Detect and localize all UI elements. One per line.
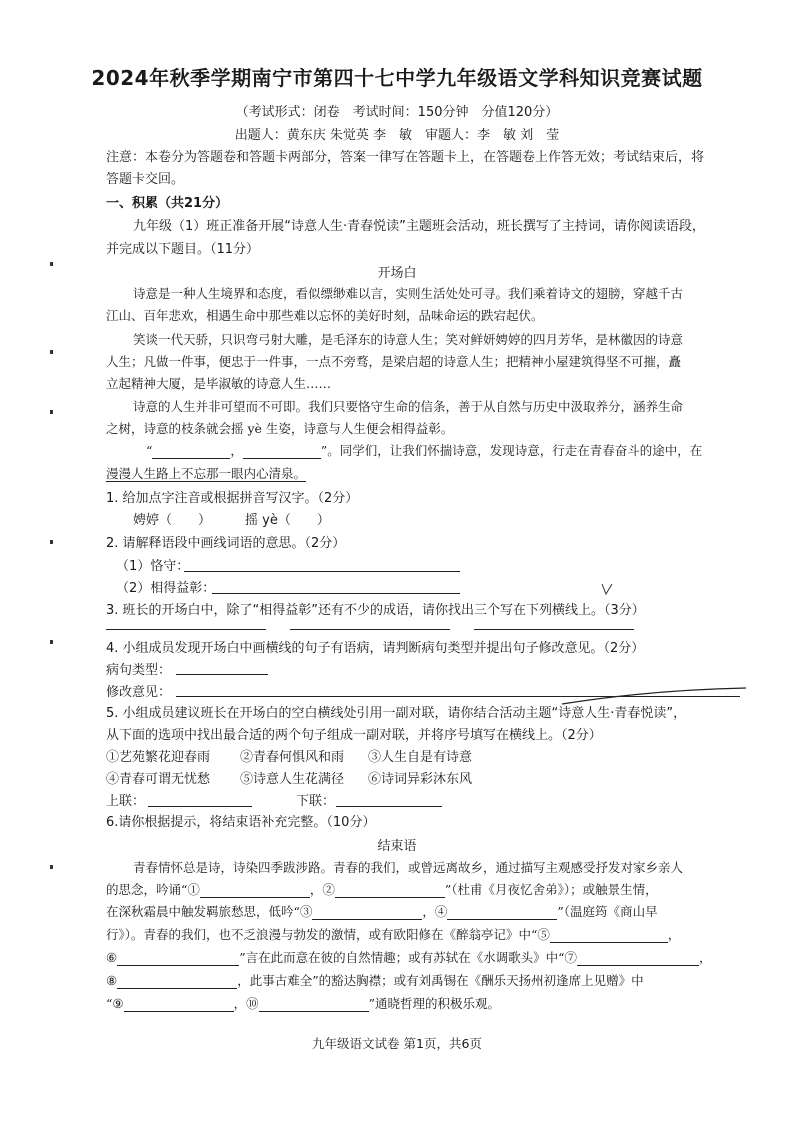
closing-text: “⑨ ，⑩ ”通晓哲理的积极乐观。 — [106, 996, 501, 1011]
fill-blank-1[interactable] — [200, 883, 310, 898]
fill-blank-5[interactable] — [550, 928, 668, 943]
question-4: 4. 小组成员发现开场白中画横线的句子有语病，请判断病句类型并提出句子修改意见。（2分） — [106, 641, 645, 656]
q4-item: 修改意见： — [106, 685, 172, 700]
answer-line[interactable] — [212, 592, 460, 594]
answer-line[interactable] — [336, 805, 442, 807]
question-3: 3. 班长的开场白中，除了“相得益彰”还有不少的成语，请你找出三个写在下列横线上。（3分） — [106, 603, 645, 618]
q5-option: ②青春何惧风和雨 — [240, 750, 345, 765]
fill-blank-8[interactable] — [117, 974, 237, 989]
opening-text: 立起精神大厦，是毕淑敏的诗意人生…… — [106, 376, 332, 391]
question-6: 6.请你根据提示，将结束语补充完整。（10分） — [106, 815, 376, 830]
section-heading: 一、积累（共21分） — [106, 196, 229, 211]
q4-item: 病句类型： — [106, 663, 172, 678]
binding-mark — [50, 640, 53, 644]
binding-mark — [50, 865, 53, 869]
binding-mark — [50, 540, 53, 544]
exam-info: （考试形式：闭卷 考试时间：150分钟 分值120分） — [235, 105, 559, 120]
opening-text: 人生；凡做一件事，便忠于一件事，一点不旁骛，是梁启超的诗意人生；把精神小屋建筑得坚不可摧，矗 — [106, 354, 682, 369]
fill-blank-7[interactable] — [577, 951, 699, 966]
answer-line[interactable] — [290, 628, 450, 630]
closing-text: 在深秋霜晨中触发羁旅愁思，低吟“③ ，④ ”（温庭筠《商山早 — [106, 904, 658, 919]
q1-item: 娉婷（ ） — [133, 513, 212, 528]
underlined-sentence: 漫漫人生路上不忘那一眼内心清泉。 — [106, 466, 307, 481]
comma: ， — [230, 443, 243, 458]
binding-mark — [50, 350, 53, 354]
exam-authors: 出题人：黄东庆 朱觉英 李 敏 审题人：李 敏 刘 莹 — [234, 128, 560, 143]
answer-line[interactable] — [148, 805, 252, 807]
intro-line: 九年级（1）班正准备开展“诗意人生·青春悦读”主题班会活动，班长撰写了主持词，请你阅读语段， — [133, 219, 705, 234]
closing-text: ⑥ ”言在此而意在彼的自然情趣；或有苏轼在《水调歌头》中“⑦ ， — [106, 950, 712, 965]
fill-blank-4[interactable] — [447, 905, 557, 920]
fill-blank-10[interactable] — [259, 997, 369, 1012]
closing-title: 结束语 — [377, 839, 417, 854]
exam-title: 2024年秋季学期南宁市第四十七中学九年级语文学科知识竞赛试题 — [91, 66, 703, 90]
closing-text: 的思念，吟诵“① ，② ”（杜甫《月夜忆舍弟》）；或触景生情， — [106, 882, 658, 897]
intro-line: 并完成以下题目。（11分） — [106, 242, 260, 257]
question-1: 1. 给加点字注音或根据拼音写汉字。（2分） — [106, 491, 359, 506]
answer-line[interactable] — [474, 628, 634, 630]
q1-item: 摇 yè（ ） — [245, 513, 330, 528]
answer-line[interactable] — [106, 628, 266, 630]
answer-line[interactable] — [176, 673, 268, 675]
fill-blank-6[interactable] — [117, 951, 239, 966]
binding-mark — [50, 410, 53, 414]
question-5: 5. 小组成员建议班长在开场白的空白横线处引用一副对联，请你结合活动主题“诗意人生·青春悦读”， — [106, 706, 687, 721]
q5-option: ⑤诗意人生花满径 — [240, 772, 345, 787]
opening-text: 诗意的人生并非可望而不可即。我们只要恪守生命的信条，善于从自然与历史中汲取养分，涵养生命 — [133, 399, 684, 414]
opening-text: 江山、百年悲欢，相遇生命中那些难以忘怀的美好时刻，品味命运的跌宕起伏。 — [106, 308, 544, 323]
pencil-mark — [560, 684, 750, 710]
q5-option: ④青春可谓无忧愁 — [106, 772, 211, 787]
closing-text: 青春情怀总是诗，诗染四季跋涉路。青春的我们，或曾远离故乡，通过描写主观感受抒发对家乡亲人 — [133, 860, 684, 875]
fill-blank-3[interactable] — [312, 905, 422, 920]
q5-option: ⑥诗词异彩沐东风 — [368, 772, 473, 787]
opening-text: 笑谈一代天骄，只识弯弓射大雕，是毛泽东的诗意人生；笑对鲜妍娉婷的四月芳华，是林徽因的诗意 — [133, 332, 684, 347]
answer-line[interactable] — [184, 570, 460, 572]
q5-answer-label: 上联： — [106, 794, 146, 809]
question-5: 从下面的选项中找出最合适的两个句子组成一副对联，并将序号填写在横线上。（2分） — [106, 728, 602, 743]
fill-blank-9[interactable] — [124, 997, 234, 1012]
q5-answer-label: 下联： — [296, 794, 336, 809]
pencil-checkmark — [600, 582, 614, 596]
closing-text: ⑧ ，此事古难全”的豁达胸襟；或有刘禹锡在《酬乐天扬州初逢席上见赠》中 — [106, 973, 644, 988]
q5-option: ③人生自是有诗意 — [368, 750, 473, 765]
opening-text: 之树，诗意的枝条就会摇 yè 生姿，诗意与人生便会相得益彰。 — [106, 421, 454, 436]
q2-item: （2）相得益彰： — [116, 581, 216, 596]
notice-line: 注意：本卷分为答题卷和答题卡两部分，答案一律写在答题卡上，在答题卷上作答无效；考试结束后，将 — [106, 150, 705, 165]
opening-text — [146, 441, 702, 459]
opening-text: 诗意是一种人生境界和态度，看似缥缈难以言，实则生活处处可寻。我们乘着诗文的翅膀，穿越千古 — [133, 286, 684, 301]
page-footer: 九年级语文试卷 第1页，共6页 — [312, 1036, 482, 1051]
opening-sentence: ”。同学们，让我们怀揣诗意，发现诗意，行走在青春奋斗的途中，在 — [320, 443, 703, 458]
closing-text: 行》）。青春的我们，也不乏浪漫与勃发的激情，或有欧阳修在《醉翁亭记》中“⑤ ， — [106, 927, 681, 942]
q5-option: ①艺苑繁花迎春雨 — [106, 750, 211, 765]
question-2: 2. 请解释语段中画线词语的意思。（2分） — [106, 536, 346, 551]
opening-title: 开场白 — [377, 266, 417, 281]
quote-open: “ — [146, 443, 153, 458]
q2-item: （1）恪守： — [116, 559, 190, 574]
fill-blank-2[interactable] — [335, 883, 445, 898]
couplet-blank-1[interactable] — [152, 444, 230, 459]
couplet-blank-2[interactable] — [243, 444, 321, 459]
notice-line: 答题卡交回。 — [106, 172, 185, 187]
